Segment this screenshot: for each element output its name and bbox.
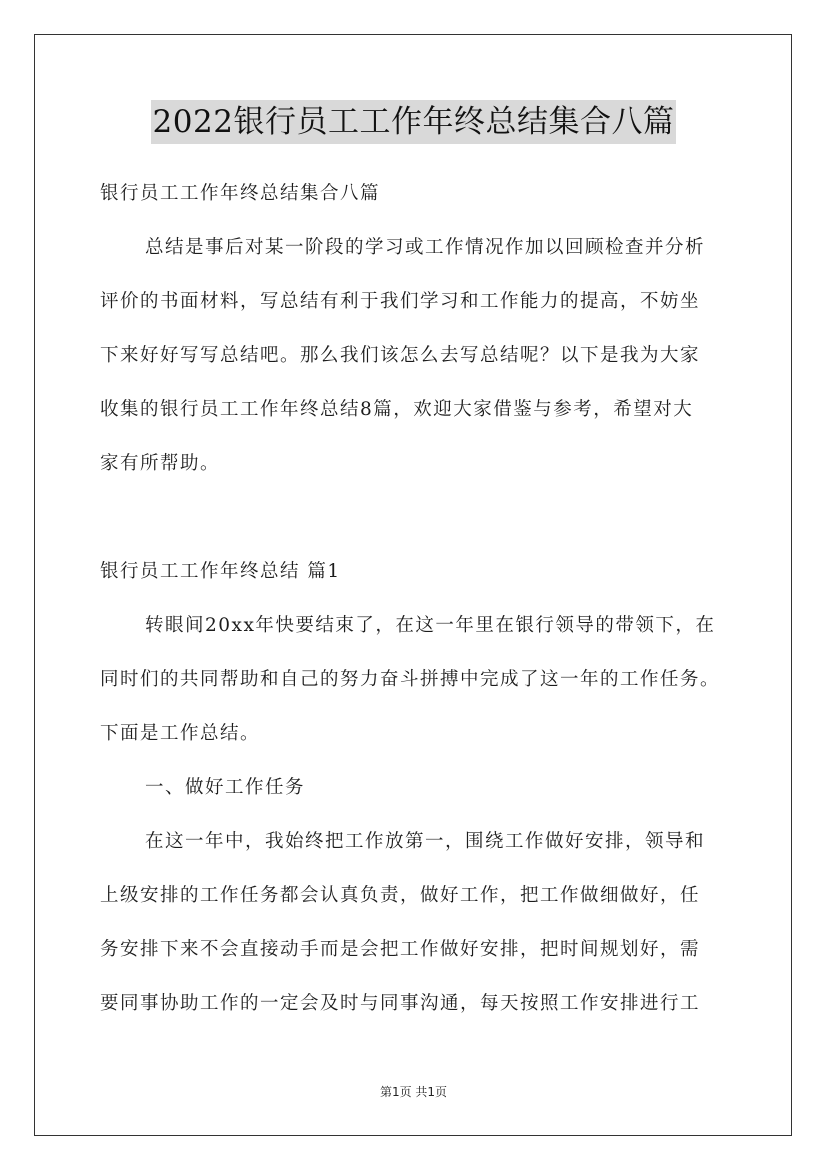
intro-line: 总结是事后对某一阶段的学习或工作情况作加以回顾检查并分析 bbox=[145, 237, 706, 258]
intro-line: 评价的书面材料，写总结有利于我们学习和工作能力的提高，不妨坐 bbox=[100, 291, 701, 312]
intro-line: 下来好好写写总结吧。那么我们该怎么去写总结呢？以下是我为大家 bbox=[100, 345, 701, 366]
paragraph-line: 要同事协助工作的一定会及时与同事沟通，每天按照工作安排进行工 bbox=[100, 993, 701, 1014]
document-subtitle: 银行员工工作年终总结集合八篇 bbox=[100, 183, 381, 204]
title-container bbox=[0, 100, 827, 144]
subheading: 一、做好工作任务 bbox=[145, 777, 306, 798]
section-heading: 银行员工工作年终总结 篇1 bbox=[100, 561, 341, 582]
intro-line: 家有所帮助。 bbox=[100, 453, 221, 474]
paragraph-line: 转眼间20xx年快要结束了，在这一年里在银行领导的带领下，在 bbox=[145, 615, 716, 636]
intro-line: 收集的银行员工工作年终总结8篇，欢迎大家借鉴与参考，希望对大 bbox=[100, 399, 694, 420]
paragraph-line: 下面是工作总结。 bbox=[100, 723, 261, 744]
paragraph-line: 在这一年中，我始终把工作放第一，围绕工作做好安排，领导和 bbox=[145, 831, 706, 852]
document-title: 2022银行员工工作年终总结集合八篇 bbox=[151, 100, 677, 144]
paragraph-line: 同时们的共同帮助和自己的努力奋斗拼搏中完成了这一年的工作任务。 bbox=[100, 669, 721, 690]
page-number: 第1页 共1页 bbox=[379, 1085, 448, 1099]
paragraph-line: 上级安排的工作任务都会认真负责，做好工作，把工作做细做好，任 bbox=[100, 885, 701, 906]
paragraph-line: 务安排下来不会直接动手而是会把工作做好安排，把时间规划好，需 bbox=[100, 939, 701, 960]
